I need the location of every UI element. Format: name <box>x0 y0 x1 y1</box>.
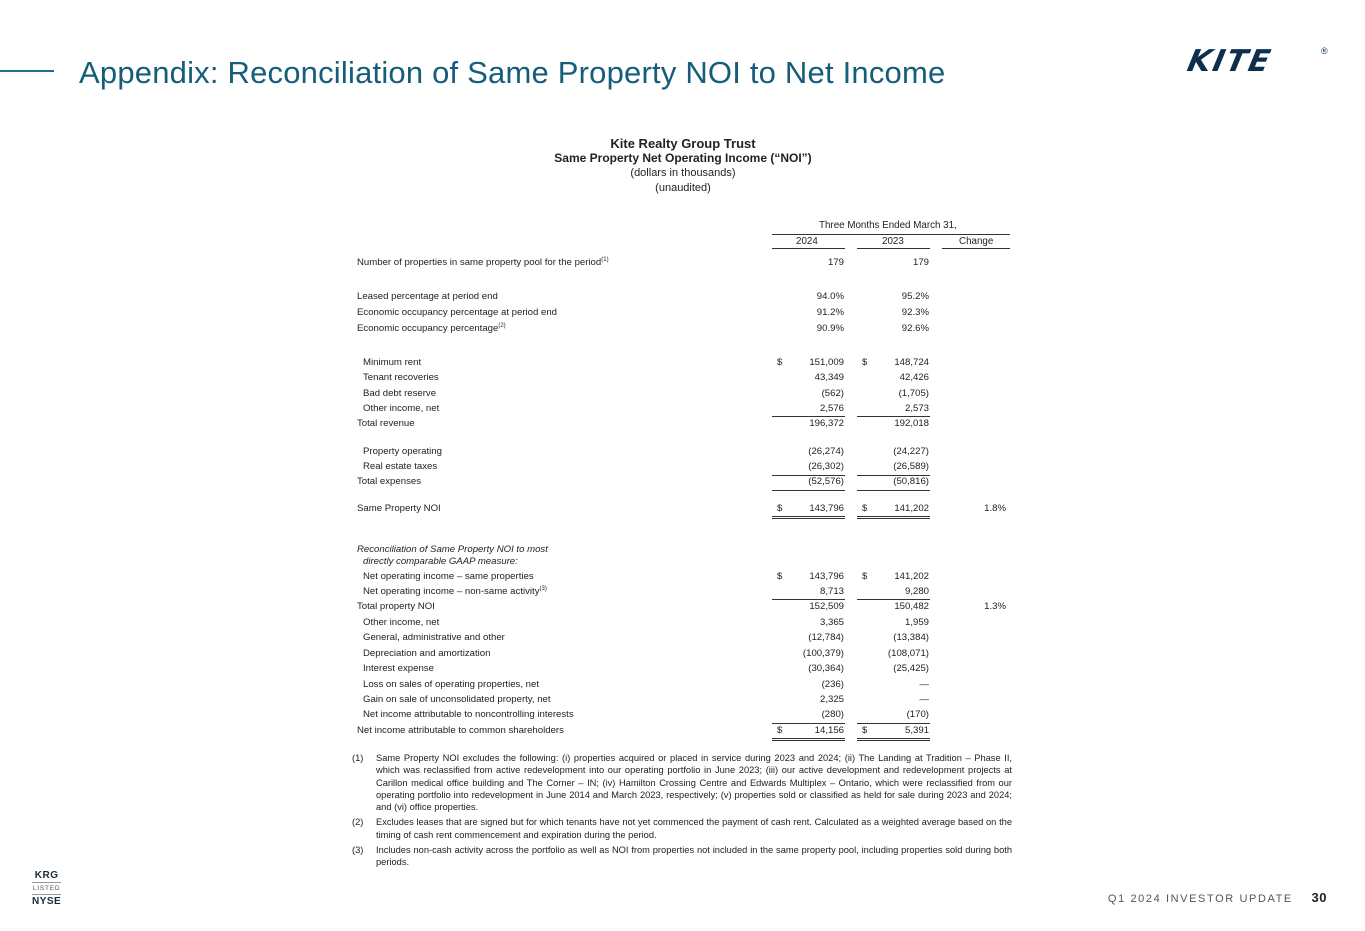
table-row <box>352 571 1014 585</box>
value-2024: (30,364) <box>808 663 844 674</box>
value-2024: 143,796 <box>809 571 844 582</box>
value-2024: 179 <box>827 257 844 268</box>
currency-2024: $ <box>777 357 783 368</box>
row-label: Other income, net <box>363 403 440 414</box>
value-2023: — <box>919 694 929 705</box>
value-2023: 148,724 <box>894 357 929 368</box>
table-row <box>352 403 1014 417</box>
value-change: 1.8% <box>984 503 1006 514</box>
value-2023: 141,202 <box>894 571 929 582</box>
page-title: Appendix: Reconciliation of Same Property NOI to Net Income <box>79 55 946 90</box>
value-2023: (108,071) <box>887 648 929 659</box>
footnotes <box>352 752 1012 872</box>
row-label: Total expenses <box>357 476 421 487</box>
row-label: Net operating income – non-same activity$^{(3)}$ <box>363 586 547 598</box>
footnote-text: Same Property NOI excludes the following: (i) properties acquired or placed in service during 2023 and 2024; (ii) The Landing at Tradition – Phase II, which was reclassified from active redevelopment into our operating portfolio in June 2023; (iii) our active development and redevelopment projects at Carillon medical office building and The Corner – IN; (iv) Hamilton Crossing Centre and Edwards Multiplex – Ontario, which were reclassified from our operating portfolio into redevelopment in June 2014 and March 2023, respectively; (v) properties sold or classified as held for sale during 2023 and 2024; and (vi) office properties. <box>376 753 1012 813</box>
table-row <box>352 291 1014 305</box>
row-label: Other income, net <box>363 617 440 628</box>
currency-2024: $ <box>777 725 783 736</box>
table-row <box>352 725 1014 739</box>
value-2024: 43,349 <box>814 372 844 383</box>
report-header <box>352 136 1014 196</box>
value-2023: (13,384) <box>893 632 929 643</box>
table-row <box>352 648 1014 662</box>
value-2024: 151,009 <box>809 357 844 368</box>
value-2023: 9,280 <box>904 586 929 597</box>
row-label: Economic occupancy percentage$^{(2)}$ <box>357 323 506 335</box>
row-label: Gain on sale of unconsolidated property, net <box>363 694 551 705</box>
footnote-text: Includes non-cash activity across the portfolio as well as NOI from properties not included in the same property pool, including properties sold during both periods. <box>376 845 1012 868</box>
value-2023: (25,425) <box>893 663 929 674</box>
table-row <box>352 307 1014 321</box>
value-2023: 2,573 <box>904 403 929 414</box>
value-2023: (24,227) <box>893 446 929 457</box>
table-row <box>352 323 1014 337</box>
footer-label: Q1 2024 INVESTOR UPDATE <box>1107 893 1293 905</box>
value-2024: 8,713 <box>819 586 844 597</box>
table-row <box>352 476 1014 490</box>
title-accent-line <box>0 70 54 72</box>
period-rule <box>772 234 1010 235</box>
value-2023: 95.2% <box>901 291 929 302</box>
footnote-number: (3) <box>352 845 364 856</box>
col-2023-rule <box>857 248 930 249</box>
currency-2023: $ <box>862 725 868 736</box>
value-2024: (52,576) <box>808 476 844 487</box>
row-label: Minimum rent <box>363 357 422 368</box>
value-2024: (12,784) <box>808 632 844 643</box>
report-title: Kite Realty Group Trust <box>610 136 756 151</box>
row-label: Depreciation and amortization <box>363 648 491 659</box>
row-label: Economic occupancy percentage at period end <box>357 307 557 318</box>
row-label: Loss on sales of operating properties, net <box>363 679 539 690</box>
period-header: Three Months Ended March 31, <box>819 220 957 231</box>
value-2023: (26,589) <box>893 461 929 472</box>
row-label: Real estate taxes <box>363 461 438 472</box>
report-subtitle: Same Property Net Operating Income (“NOI”) <box>554 151 812 165</box>
report-audit-note: (unaudited) <box>655 182 711 194</box>
footnote-number: (2) <box>352 817 364 828</box>
row-label: Net operating income – same properties <box>363 571 534 582</box>
value-2024: 143,796 <box>809 503 844 514</box>
subtotal-rule <box>772 599 845 600</box>
row-label: Tenant recoveries <box>363 372 439 383</box>
table-row <box>352 617 1014 631</box>
table-row <box>352 679 1014 693</box>
value-2023: 92.3% <box>901 307 929 318</box>
value-2024: 2,325 <box>819 694 844 705</box>
value-2023: 42,426 <box>899 372 929 383</box>
value-2024: (280) <box>821 709 844 720</box>
value-2023: — <box>919 679 929 690</box>
currency-2023: $ <box>862 571 868 582</box>
table-row <box>352 694 1014 708</box>
value-change: 1.3% <box>984 601 1006 612</box>
table-row <box>352 372 1014 386</box>
table-row <box>352 663 1014 677</box>
row-label: Leased percentage at period end <box>357 291 498 302</box>
row-label: Net income attributable to common shareholders <box>357 725 564 736</box>
value-2023: 179 <box>912 257 929 268</box>
table-row <box>352 257 1014 271</box>
value-2023: 5,391 <box>904 725 929 736</box>
recon-heading-line-1: Reconciliation of Same Property NOI to most <box>357 544 548 555</box>
value-2024: (26,274) <box>808 446 844 457</box>
value-2023: 150,482 <box>894 601 929 612</box>
row-label: Same Property NOI <box>357 503 441 514</box>
exchange-name: NYSE <box>32 896 62 907</box>
kite-logo <box>1184 44 1333 79</box>
row-label: Total property NOI <box>357 601 435 612</box>
subtotal-rule <box>857 490 930 491</box>
row-label: Number of properties in same property pool for the period$^{(1)}$ <box>357 257 609 269</box>
total-double-rule <box>857 516 930 519</box>
noi-report <box>352 136 1014 736</box>
logo-wordmark: KITE <box>1184 44 1276 79</box>
table-row <box>352 461 1014 475</box>
col-change-rule <box>942 248 1010 249</box>
table-row <box>352 586 1014 600</box>
value-2024: (236) <box>821 679 844 690</box>
footnote-3 <box>352 844 1012 869</box>
row-label: Net income attributable to noncontrolling interests <box>363 709 574 720</box>
ticker: KRG <box>34 870 59 881</box>
col-change: Change <box>959 236 994 247</box>
value-2024: 152,509 <box>809 601 844 612</box>
table-row <box>352 418 1014 432</box>
col-2023: 2023 <box>882 236 904 247</box>
listed-label: LISTED <box>32 882 61 895</box>
value-2024: (26,302) <box>808 461 844 472</box>
row-label: Property operating <box>363 446 442 457</box>
subtotal-rule <box>857 723 930 724</box>
table-row <box>352 446 1014 460</box>
value-2024: 2,576 <box>819 403 844 414</box>
row-label: Bad debt reserve <box>363 388 437 399</box>
table-row <box>352 709 1014 723</box>
value-2023: (170) <box>906 709 929 720</box>
row-label: Total revenue <box>357 418 415 429</box>
value-2023: 92.6% <box>901 323 929 334</box>
total-double-rule <box>772 516 845 519</box>
subtotal-rule <box>772 416 845 417</box>
registered-mark: ® <box>1321 46 1328 56</box>
col-2024: 2024 <box>796 236 818 247</box>
value-2023: (1,705) <box>898 388 929 399</box>
currency-2023: $ <box>862 503 868 514</box>
row-label: General, administrative and other <box>363 632 505 643</box>
currency-2024: $ <box>777 503 783 514</box>
table-row <box>352 632 1014 646</box>
currency-2023: $ <box>862 357 868 368</box>
subtotal-rule <box>772 723 845 724</box>
value-2023: (50,816) <box>893 476 929 487</box>
currency-2024: $ <box>777 571 783 582</box>
footnote-2 <box>352 816 1012 841</box>
subtotal-rule <box>857 416 930 417</box>
value-2024: 3,365 <box>819 617 844 628</box>
value-2024: 94.0% <box>816 291 844 302</box>
value-2023: 192,018 <box>894 418 929 429</box>
row-label: Interest expense <box>363 663 434 674</box>
value-2024: (562) <box>821 388 844 399</box>
page-footer <box>1108 890 1327 905</box>
subtotal-rule <box>857 599 930 600</box>
col-2024-rule <box>772 248 845 249</box>
value-2024: 91.2% <box>816 307 844 318</box>
table-row <box>352 388 1014 402</box>
value-2024: 196,372 <box>809 418 844 429</box>
total-double-rule <box>857 738 930 741</box>
footnote-number: (1) <box>352 753 364 763</box>
table-row <box>352 601 1014 615</box>
subtotal-rule <box>772 490 845 491</box>
footnote-text: Excludes leases that are signed but for which tenants have not yet commenced the payment of cash rent. Calculated as a weighted average based on the timing of cash rent commencement and expiration during the period. <box>376 817 1012 840</box>
recon-heading-line-2: directly comparable GAAP measure: <box>363 556 518 567</box>
recon-heading <box>352 556 1014 570</box>
value-2023: 1,959 <box>904 617 929 628</box>
value-2024: 14,156 <box>814 725 844 736</box>
table-row <box>352 503 1014 517</box>
footnote-1 <box>352 752 1012 813</box>
value-2024: (100,379) <box>802 648 844 659</box>
value-2024: 90.9% <box>816 323 844 334</box>
page-number: 30 <box>1311 890 1327 905</box>
table-row <box>352 357 1014 371</box>
report-units: (dollars in thousands) <box>630 167 736 179</box>
value-2023: 141,202 <box>894 503 929 514</box>
total-double-rule <box>772 738 845 741</box>
exchange-badge <box>32 870 61 907</box>
